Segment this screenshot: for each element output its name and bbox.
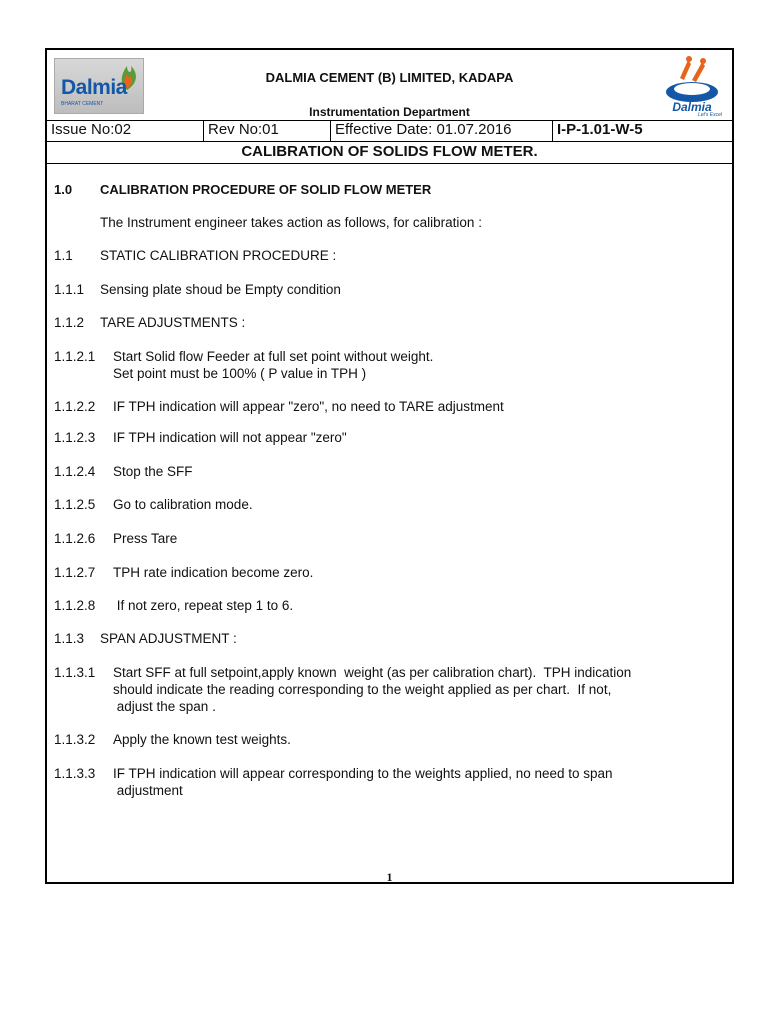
dalmia-emblem-icon: [658, 54, 726, 104]
step-number: 1.1: [54, 248, 73, 263]
step-number: 1.1.2.6: [54, 531, 96, 546]
effective-date: Effective Date: 01.07.2016: [331, 120, 553, 141]
step-number: 1.1.1: [54, 282, 85, 297]
document-header: [47, 50, 732, 121]
step-number: 1.1.3.3: [54, 766, 96, 781]
step-text: Sensing plate shoud be Empty condition: [100, 282, 341, 297]
revision-number: Rev No:01: [204, 120, 331, 141]
document-page: [45, 48, 734, 884]
document-code: I-P-1.01-W-5: [557, 121, 643, 138]
logo-brand-text: Dalmia: [61, 76, 127, 99]
step-text: The Instrument engineer takes action as follows, for calibration :: [100, 215, 482, 230]
step-text: SPAN ADJUSTMENT :: [100, 631, 237, 646]
step-number: 1.0: [54, 182, 73, 197]
step-text: TPH rate indication become zero.: [113, 565, 314, 580]
step-number: 1.1.2.8: [54, 598, 96, 613]
step-text: If not zero, repeat step 1 to 6.: [113, 598, 294, 613]
step-number: 1.1.3.2: [54, 732, 96, 747]
company-name: DALMIA CEMENT (B) LIMITED, KADAPA: [265, 70, 514, 85]
step-text: Go to calibration mode.: [113, 497, 253, 512]
step-number: 1.1.2.1: [54, 349, 96, 364]
step-text: Press Tare: [113, 531, 178, 546]
step-number: 1.1.2.5: [54, 497, 96, 512]
logo-sub-text: BHARAT CEMENT: [61, 101, 104, 107]
step-text-continued: adjustment: [113, 783, 183, 798]
step-text: TARE ADJUSTMENTS :: [100, 315, 246, 330]
step-number: 1.1.2.7: [54, 565, 96, 580]
step-number: 1.1.2.2: [54, 399, 96, 414]
step-text: IF TPH indication will appear corresponding to the weights applied, no need to span: [113, 766, 613, 781]
step-text-continued: adjust the span .: [113, 699, 216, 714]
step-text: Apply the known test weights.: [113, 732, 291, 747]
step-text: Start Solid flow Feeder at full set point without weight.: [113, 349, 434, 364]
step-number: 1.1.3: [54, 631, 85, 646]
logo-right-brand: Dalmia: [672, 100, 712, 114]
step-text-continued: Set point must be 100% ( P value in TPH ): [113, 366, 367, 381]
page-number: 1: [386, 870, 393, 884]
issue-number: Issue No:02: [47, 120, 204, 141]
step-number: 1.1.2.3: [54, 430, 96, 445]
dalmia-logo: [658, 54, 726, 116]
step-number: 1.1.2: [54, 315, 85, 330]
step-number: 1.1.2.4: [54, 464, 96, 479]
document-title: CALIBRATION OF SOLIDS FLOW METER.: [47, 141, 732, 164]
step-text: CALIBRATION PROCEDURE OF SOLID FLOW METER: [100, 182, 432, 197]
step-number: 1.1.3.1: [54, 665, 96, 680]
logo-right-tagline: Let's Excel: [697, 112, 722, 118]
step-text: IF TPH indication will appear "zero", no need to TARE adjustment: [113, 399, 504, 414]
document-info-row: [47, 120, 732, 142]
department-name: Instrumentation Department: [309, 105, 470, 119]
step-text: Stop the SFF: [113, 464, 193, 479]
step-text-continued: should indicate the reading corresponding to the weight applied as per chart. If not,: [113, 682, 612, 697]
step-text: Start SFF at full setpoint,apply known weight (as per calibration chart). TPH indication: [113, 665, 632, 680]
step-text: STATIC CALIBRATION PROCEDURE :: [100, 248, 337, 263]
step-text: IF TPH indication will not appear "zero": [113, 430, 347, 445]
